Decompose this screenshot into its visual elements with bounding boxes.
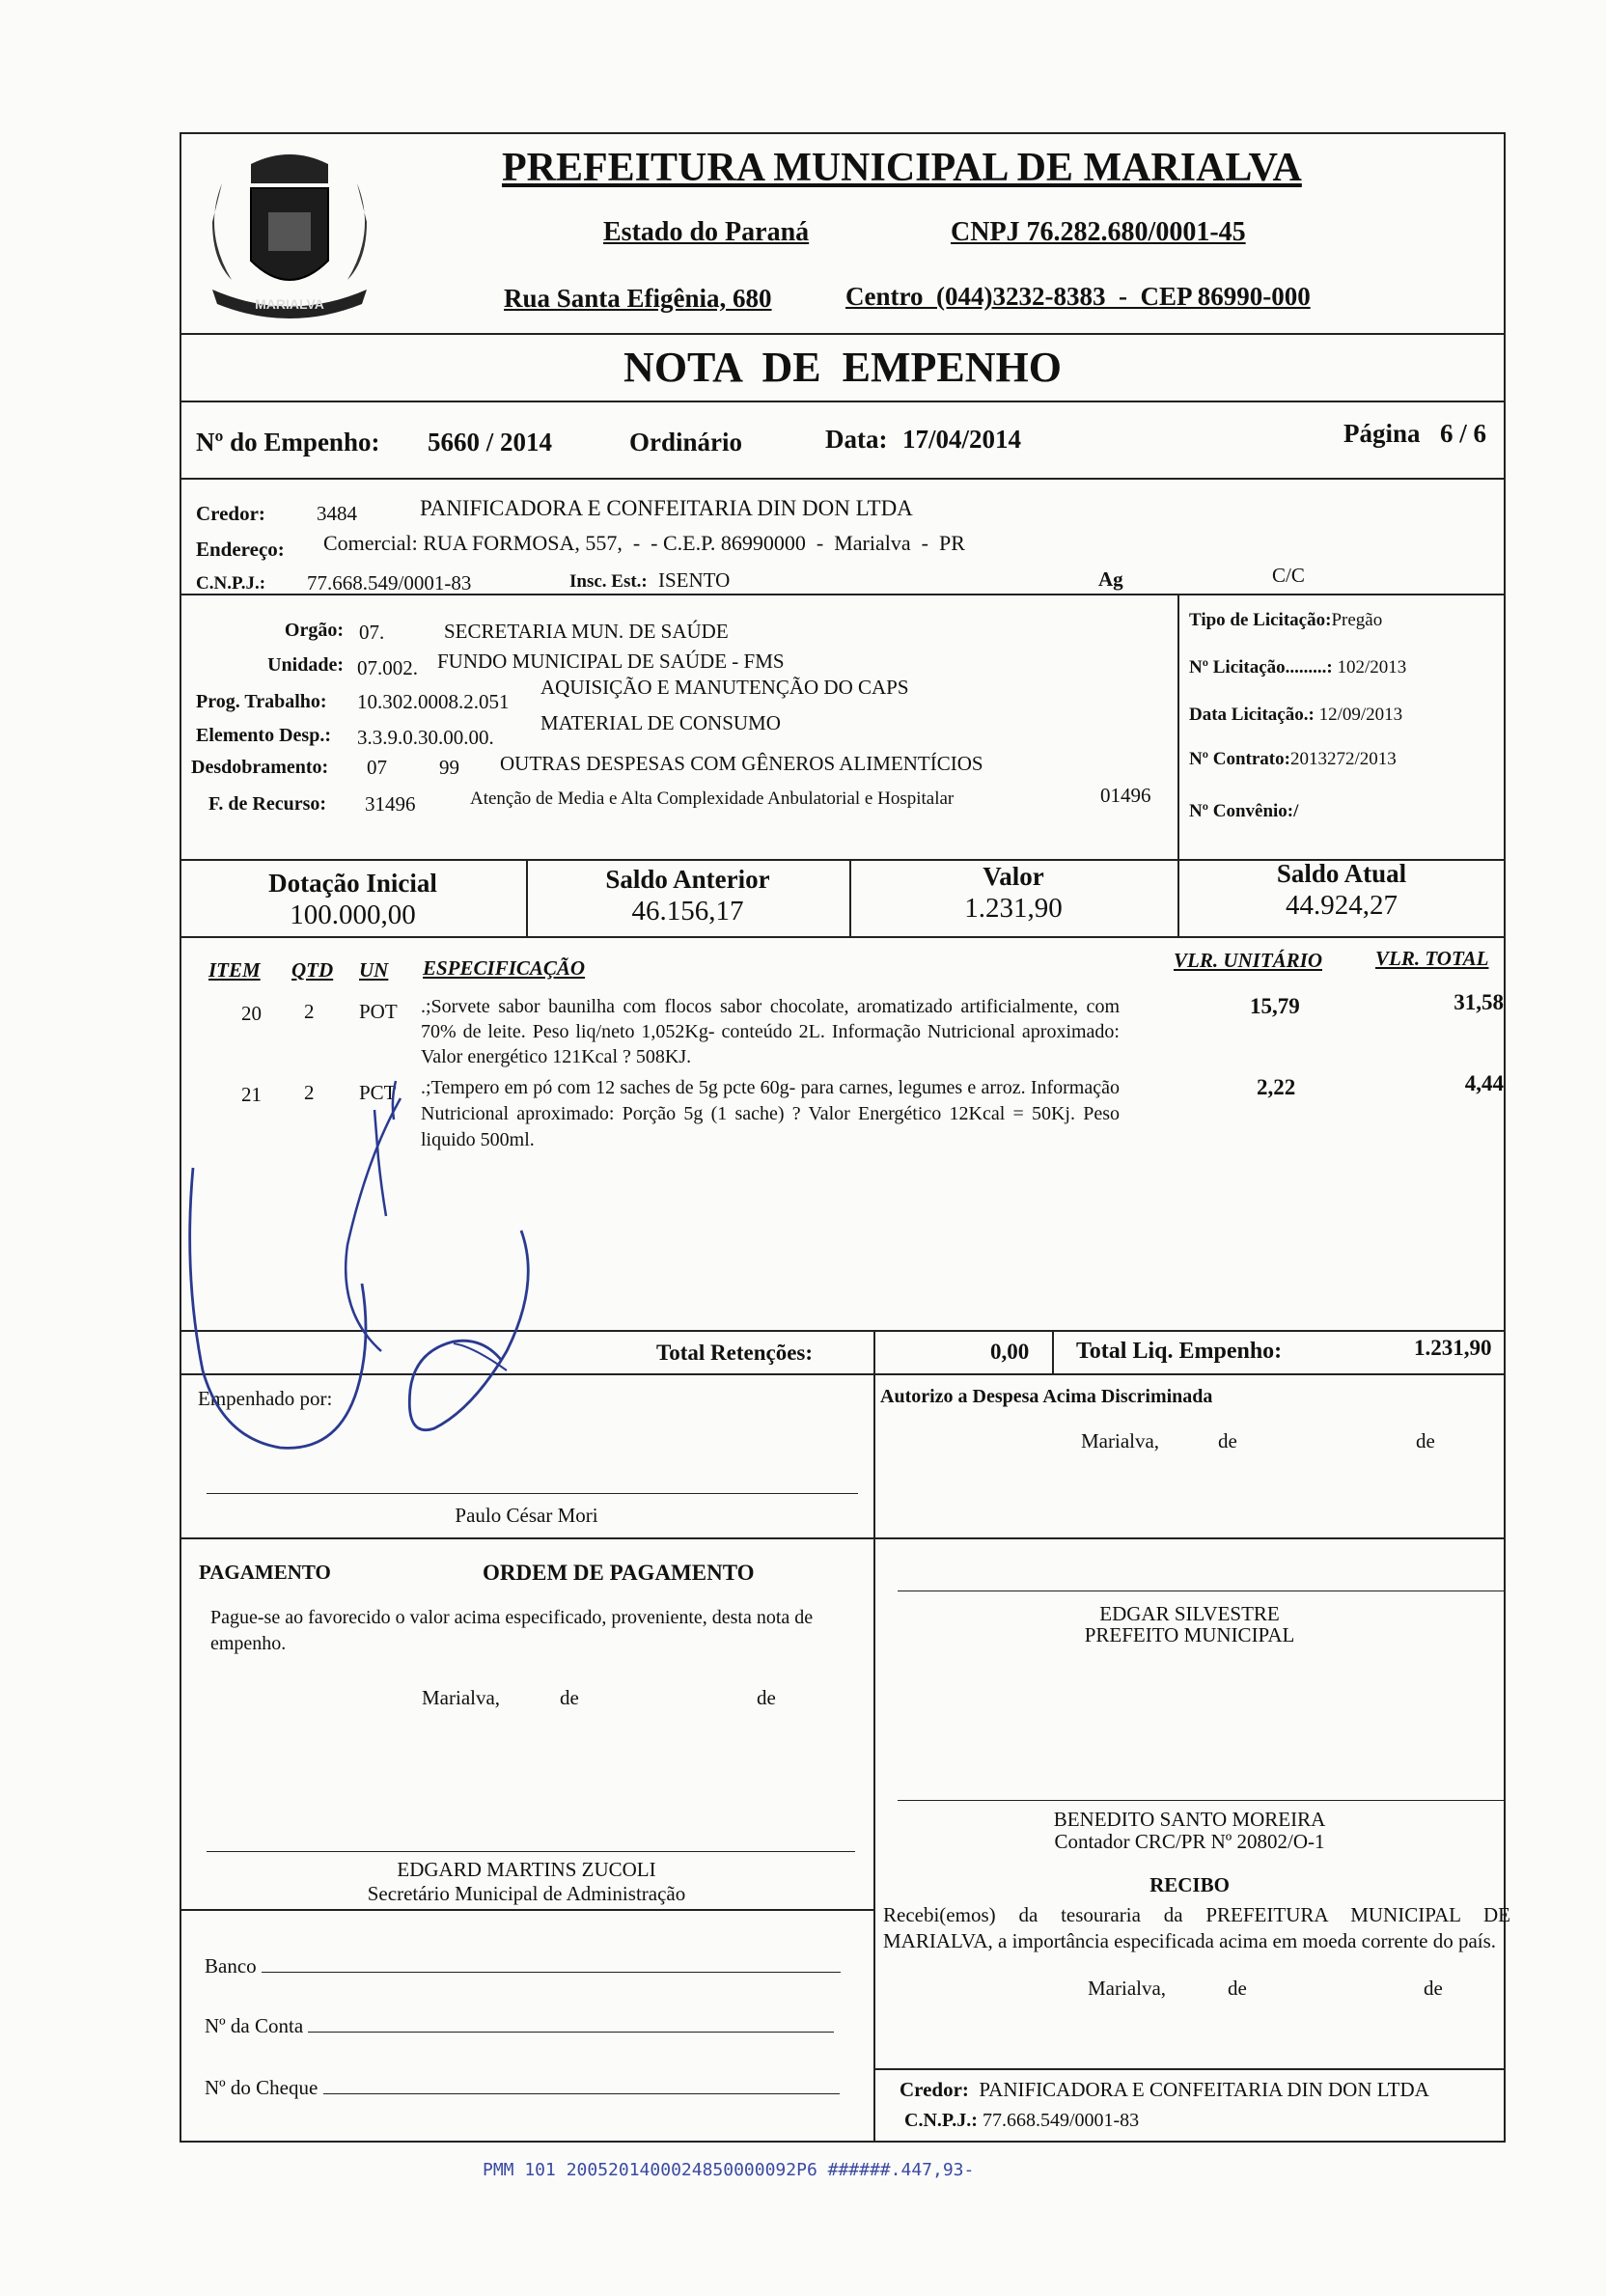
item-espec: .;Sorvete sabor baunilha com flocos sabor chocolate, aromatizado artificialmente, com 70% de leite. Peso liq/neto 1,052Kg- conteúdo 2L. Informação Nutricional aproximado: Valor energético 121Kcal ? 508KJ. (421, 996, 1120, 1067)
item-espec: .;Tempero em pó com 12 saches de 5g pcte 60g- para carnes, legumes e arroz. Informação Nutricional aproximado: Porção 5g (1 sache) ? Valor Energético 12Kcal = 50Kj. Peso liquido 500ml. (421, 1077, 1120, 1150)
recurso-value: Atenção de Media e Alta Complexidade Anbulatorial e Hospitalar (470, 788, 955, 809)
empenho-num-label: Nº do Empenho: (196, 428, 380, 456)
cnpj-label: C.N.P.J.: (196, 573, 266, 594)
licitacao-data: 12/09/2013 (1318, 705, 1403, 725)
valor-label: Valor (983, 862, 1044, 891)
licitacao-num-label: Nº Licitação.........: (1189, 657, 1333, 678)
pagamento-city: Marialva, (422, 1686, 501, 1709)
endereco-label: Endereço: (196, 538, 285, 561)
retencoes-value: 0,00 (990, 1340, 1030, 1364)
header-address: Centro (044)3232-8383 - CEP 86990-000 (845, 282, 1311, 311)
recurso-num: 01496 (1100, 784, 1151, 807)
saldo-atual-label: Saldo Atual (1276, 859, 1407, 888)
elemento-label: Elemento Desp.: (196, 725, 331, 746)
recurso-code: 31496 (365, 792, 416, 816)
credor-label: Credor: (196, 502, 265, 525)
page-number: 6 / 6 (1440, 419, 1487, 448)
liq-value: 1.231,90 (1414, 1336, 1492, 1360)
autorizo-de1: de (1218, 1429, 1237, 1452)
autorizo-label: Autorizo a Despesa Acima Discriminada (880, 1386, 1213, 1407)
conta-label: Nº da Conta (205, 2014, 304, 2037)
licitacao-tipo: Pregão (1331, 610, 1383, 630)
desdob-value: OUTRAS DESPESAS COM GÊNEROS ALIMENTÍCIOS (500, 752, 983, 775)
ag-label: Ag (1098, 567, 1123, 591)
recibo-credor: PANIFICADORA E CONFEITARIA DIN DON LTDA (979, 2078, 1429, 2101)
item-qtd: 2 (304, 1000, 315, 1023)
col-un: UN (359, 958, 389, 982)
autorizo-de2: de (1416, 1429, 1435, 1452)
pagamento-label: PAGAMENTO (199, 1561, 331, 1584)
empenho-date-label: Data: (825, 425, 888, 454)
empenhado-label: Empenhado por: (198, 1387, 333, 1410)
col-espec: ESPECIFICAÇÃO (423, 956, 586, 980)
desdob-code1: 07 (367, 756, 387, 779)
item-un: PCT (359, 1081, 397, 1104)
secretario-name: EDGARD MARTINS ZUCOLI (397, 1858, 656, 1881)
recibo-de2: de (1424, 1977, 1443, 2000)
cc-label: C/C (1272, 564, 1305, 587)
prog-label: Prog. Trabalho: (196, 691, 327, 712)
recibo-cnpj-label: C.N.P.J.: (904, 2110, 978, 2131)
pagamento-de1: de (560, 1686, 579, 1709)
liq-label: Total Liq. Empenho: (1076, 1339, 1283, 1364)
dotacao-label: Dotação Inicial (268, 869, 437, 898)
elemento-code: 3.3.9.0.30.00.00. (357, 726, 494, 749)
orgao-code: 07. (359, 621, 385, 644)
cnpj-value: 77.668.549/0001-83 (307, 571, 472, 595)
saldo-atual-value: 44.924,27 (1286, 890, 1398, 921)
ordem-pagamento-label: ORDEM DE PAGAMENTO (483, 1561, 755, 1585)
contrato-label: Nº Contrato: (1189, 749, 1290, 769)
contrato-value: 2013272/2013 (1289, 749, 1397, 769)
valor-value: 1.231,90 (964, 893, 1063, 924)
retencoes-label: Total Retenções: (656, 1341, 814, 1365)
prefeito-title: PREFEITO MUNICIPAL (1084, 1623, 1295, 1646)
licitacao-data-label: Data Licitação.: (1189, 705, 1315, 725)
item-qtd: 2 (304, 1081, 315, 1104)
empenho-date: 17/04/2014 (902, 425, 1022, 454)
insc-label: Insc. Est.: (569, 571, 648, 592)
col-unit: VLR. UNITÁRIO (1174, 949, 1323, 972)
recibo-cnpj: 77.668.549/0001-83 (982, 2110, 1140, 2131)
svg-text:MARIALVA: MARIALVA (255, 296, 324, 312)
elemento-value: MATERIAL DE CONSUMO (540, 711, 781, 734)
item-number: 21 (241, 1083, 262, 1106)
dotacao-value: 100.000,00 (290, 899, 416, 930)
desdob-label: Desdobramento: (191, 757, 329, 778)
licitacao-num: 102/2013 (1337, 657, 1407, 678)
convenio-label: Nº Convênio:/ (1189, 801, 1299, 821)
saldo-anterior-value: 46.156,17 (631, 896, 744, 927)
doc-title: NOTA DE EMPENHO (623, 344, 1062, 391)
secretario-title: Secretário Municipal de Administração (367, 1882, 686, 1905)
col-total: VLR. TOTAL (1375, 947, 1489, 970)
item-unit: 2,22 (1257, 1075, 1296, 1099)
header-state: Estado do Paraná (603, 217, 810, 247)
page-label: Página (1343, 419, 1421, 448)
orgao-label: Orgão: (284, 620, 344, 641)
prefeito-name: EDGAR SILVESTRE (1099, 1602, 1280, 1625)
empenhado-name: Paulo César Mori (455, 1504, 598, 1527)
pagamento-text: Pague-se ao favorecido o valor acima especificado, proveniente, desta nota de empenho. (210, 1607, 814, 1654)
endereco-value: Comercial: RUA FORMOSA, 557, - - C.E.P. 86990000 - Marialva - PR (323, 531, 965, 555)
item-number: 20 (241, 1002, 262, 1025)
header-title: PREFEITURA MUNICIPAL DE MARIALVA (502, 146, 1302, 190)
prog-value: AQUISIÇÃO E MANUTENÇÃO DO CAPS (540, 676, 909, 699)
header-street: Rua Santa Efigênia, 680 (504, 284, 772, 313)
recibo-city: Marialva, (1088, 1977, 1167, 2000)
autorizo-city: Marialva, (1081, 1429, 1160, 1452)
recibo-text: Recebi(emos) da tesouraria da PREFEITURA MUNICIPAL DE MARIALVA, a importância especificada acima em moeda corrente do país. (883, 1903, 1510, 1952)
orgao-value: SECRETARIA MUN. DE SAÚDE (444, 620, 729, 643)
desdob-code2: 99 (439, 756, 459, 779)
item-unit: 15,79 (1250, 994, 1300, 1018)
unidade-label: Unidade: (267, 654, 344, 676)
contador-name: BENEDITO SANTO MOREIRA (1053, 1808, 1326, 1831)
col-qtd: QTD (291, 958, 334, 982)
item-un: POT (359, 1000, 398, 1023)
recibo-de1: de (1228, 1977, 1247, 2000)
col-item: ITEM (208, 958, 261, 982)
recibo-title: RECIBO (1149, 1873, 1230, 1896)
saldo-anterior-label: Saldo Anterior (605, 865, 770, 894)
insc-value: ISENTO (658, 568, 731, 592)
recibo-credor-label: Credor: (900, 2078, 969, 2101)
banco-label: Banco (205, 1954, 257, 1978)
unidade-value: FUNDO MUNICIPAL DE SAÚDE - FMS (437, 650, 785, 673)
recurso-label: F. de Recurso: (208, 793, 327, 815)
empenho-num: 5660 / 2014 (428, 428, 553, 456)
licitacao-tipo-label-text: Tipo de Licitação: (1189, 610, 1332, 630)
header-cnpj: CNPJ 76.282.680/0001-45 (951, 217, 1246, 247)
pagamento-de2: de (757, 1686, 776, 1709)
contador-title: Contador CRC/PR Nº 20802/O-1 (1054, 1830, 1325, 1853)
item-total: 31,58 (1454, 990, 1504, 1014)
unidade-code: 07.002. (357, 656, 418, 679)
cheque-label: Nº do Cheque (205, 2076, 318, 2099)
footer-code: PMM 101 2005201400024850000092P6 ######.447,93- (483, 2160, 975, 2180)
prog-code: 10.302.0008.2.051 (357, 690, 510, 713)
empenho-type: Ordinário (629, 428, 743, 456)
item-total: 4,44 (1464, 1071, 1504, 1095)
credor-name: PANIFICADORA E CONFEITARIA DIN DON LTDA (420, 496, 913, 520)
credor-code: 3484 (317, 502, 357, 525)
